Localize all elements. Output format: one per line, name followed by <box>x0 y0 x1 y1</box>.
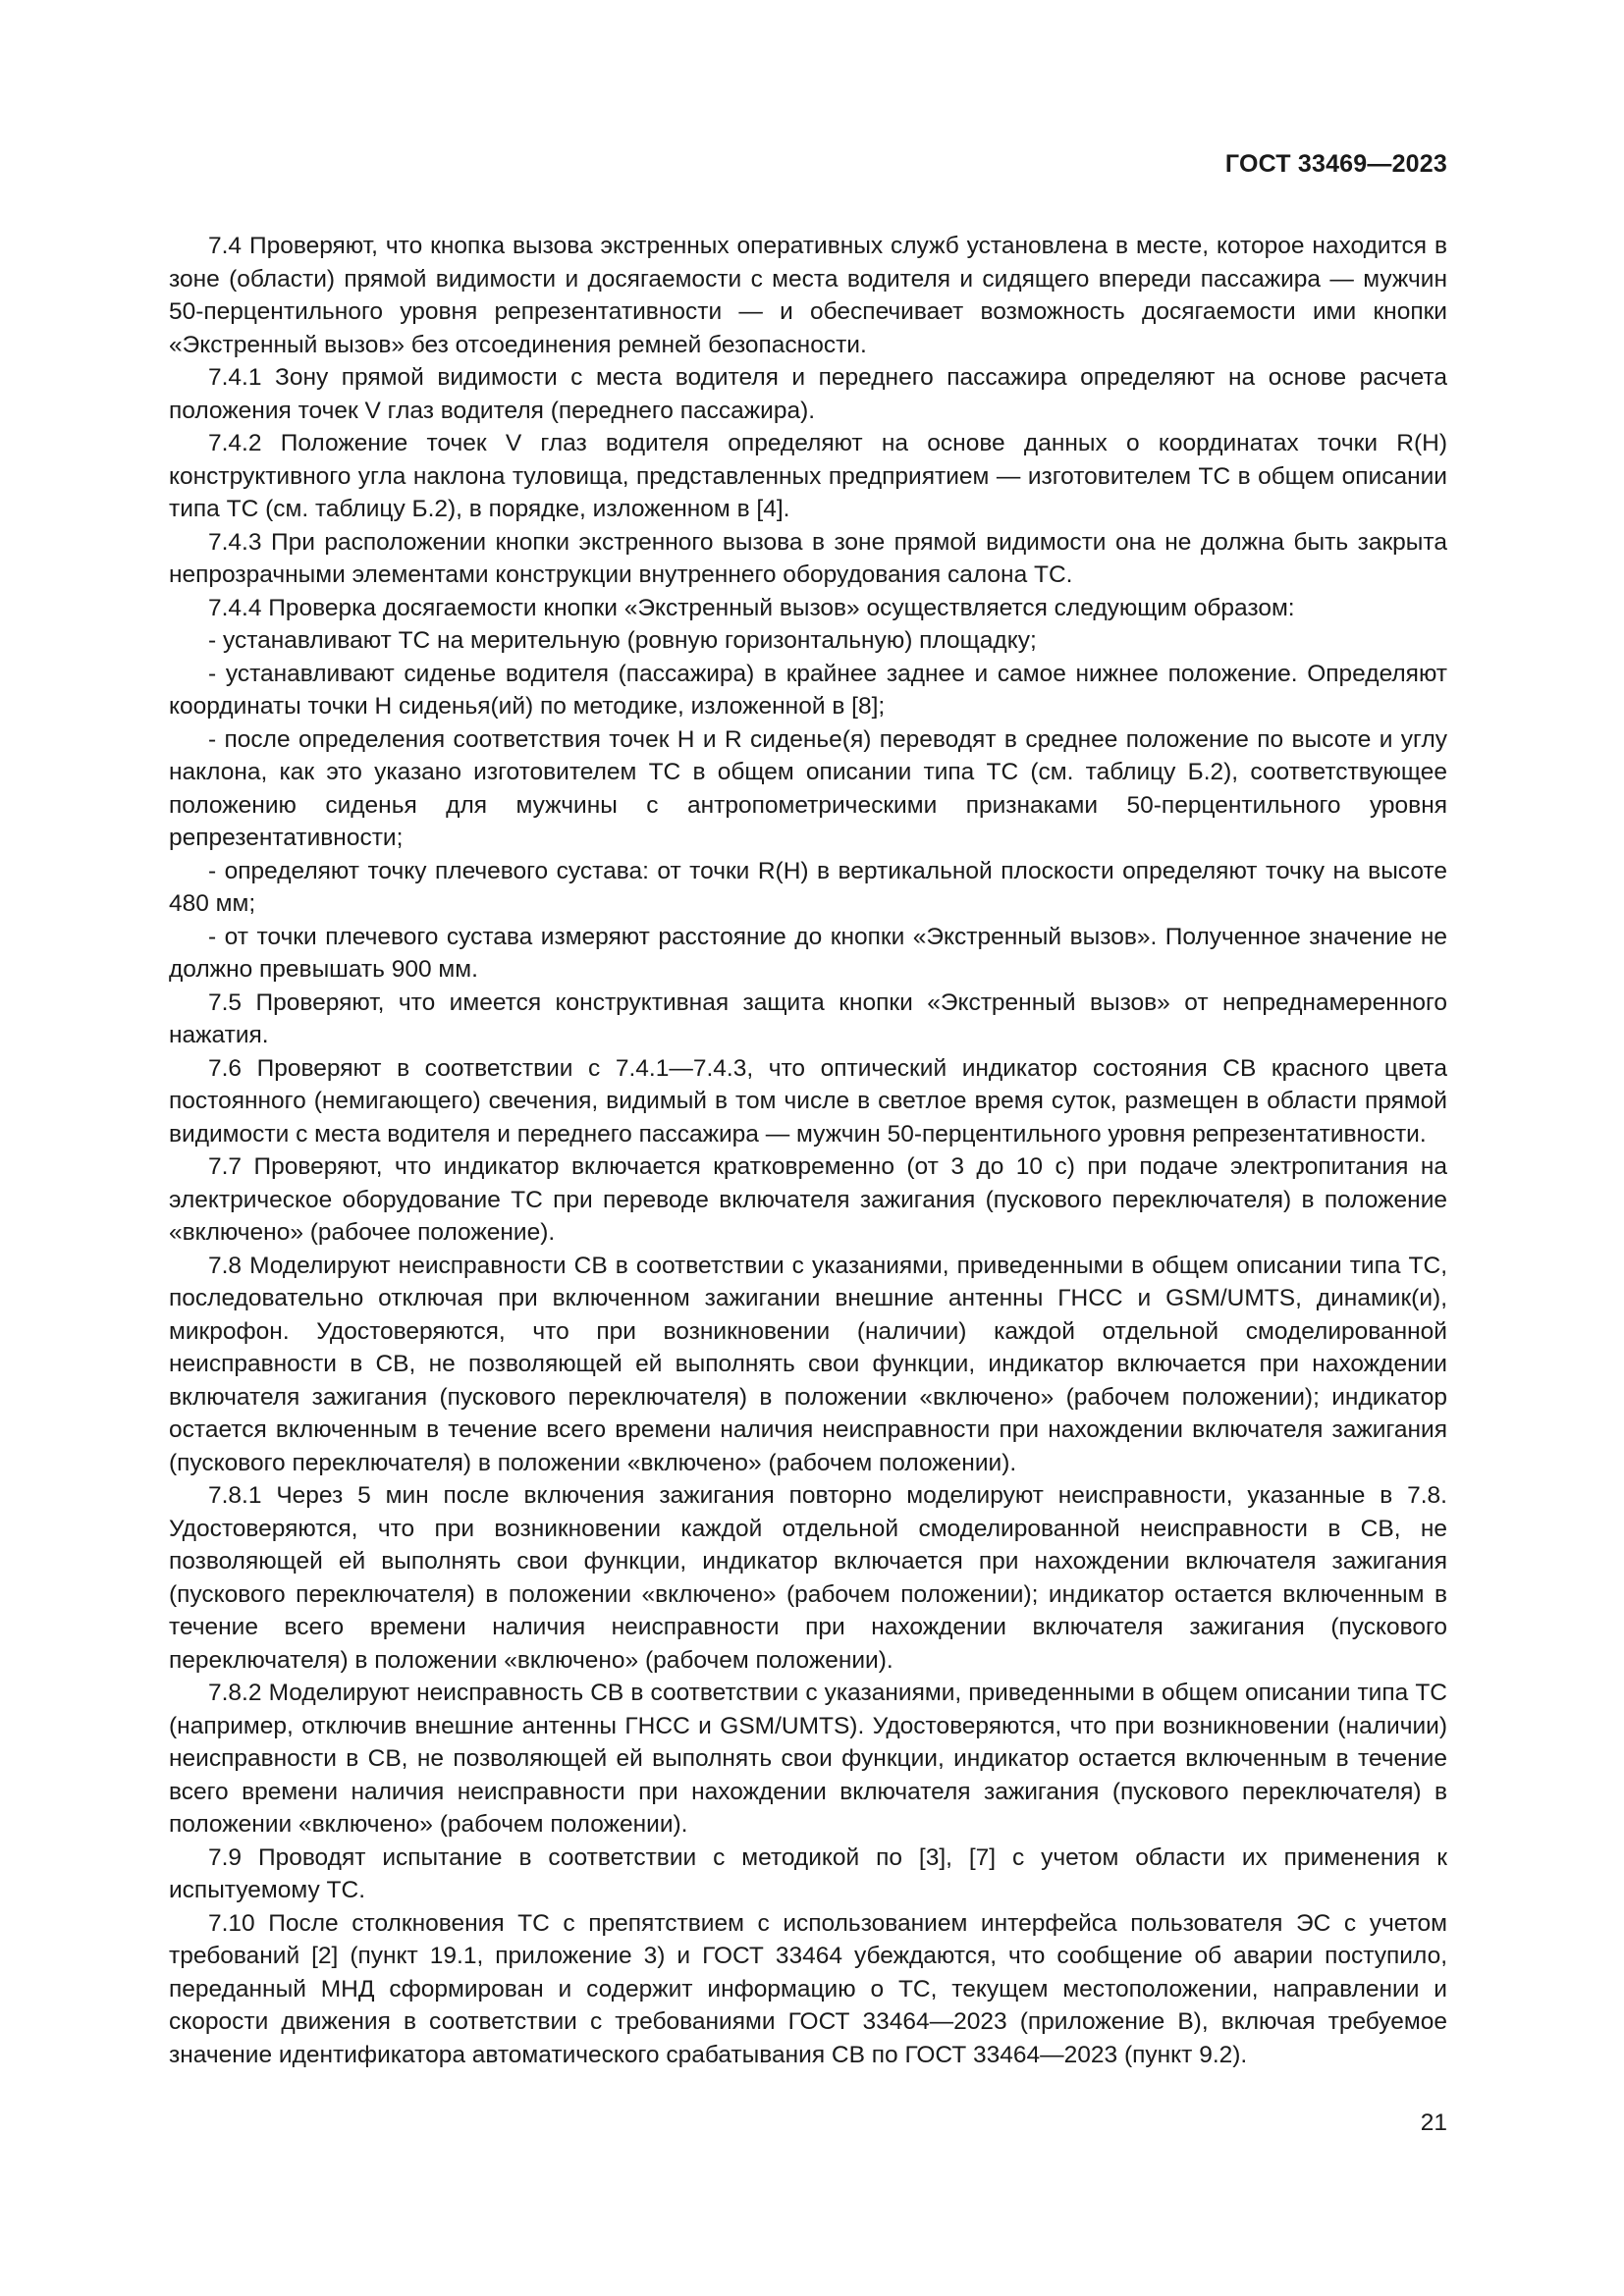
page-number: 21 <box>1420 2109 1447 2136</box>
document-body <box>169 230 1447 2071</box>
list-item-placement: - устанавливают ТС на мерительную (ровную горизонтальную) площадку; <box>208 627 1037 654</box>
paragraph-7-4: 7.4 Проверяют, что кнопка вызова экстренных оперативных служб установлена в месте, которое находится в зоне (области) прямой видимости и досягаемости с места водителя и сидящего впереди пассажира — мужчин 50-перцентильного уровня репрезентативности — и обеспечивает возможность досягаемости ими кнопки «Экстренный вызов» без отсоединения ремней безопасности. <box>169 233 1447 358</box>
paragraph-7-4-2: 7.4.2 Положение точек V глаз водителя определяют на основе данных о координатах точки R(H) конструктивного угла наклона туловища, представленных предприятием — изготовителем ТС в общем описании типа ТС (см. таблицу Б.2), в порядке, изложенном в [4]. <box>169 430 1447 522</box>
paragraph-7-8-2: 7.8.2 Моделируют неисправность СВ в соответствии с указаниями, приведенными в общем описании типа ТС (например, отключив внешние антенны ГНСС и GSM/UMTS). Удостоверяются, что при возникновении (наличии) неисправности в СВ, не позволяющей ей выполнять свои функции, индикатор остается включенным в течение всего времени наличия неисправности при нахождении включателя зажигания (пускового переключателя) в положении «включено» (рабочем положении). <box>169 1680 1447 1838</box>
paragraph-7-5: 7.5 Проверяют, что имеется конструктивная защита кнопки «Экстренный вызов» от непреднамеренного нажатия. <box>169 988 1447 1048</box>
paragraph-7-4-1: 7.4.1 Зону прямой видимости с места водителя и переднего пассажира определяют на основе расчета положения точек V глаз водителя (переднего пассажира). <box>169 364 1447 424</box>
paragraph-7-8: 7.8 Моделируют неисправности СВ в соответствии с указаниями, приведенными в общем описании типа ТС, последовательно отключая при включенном зажигании внешние антенны ГНСС и GSM/UMTS, динамик(и), микрофон. Удостоверяются, что при возникновении (наличии) каждой отдельной смоделированной неисправности в СВ, не позволяющей ей выполнять свои функции, индикатор включается при нахождении включателя зажигания (пускового переключателя) в положении «включено» (рабочем положении); индикатор остается включенным в течение всего времени наличия неисправности при нахождении включателя зажигания (пускового переключателя) в положении «включено» (рабочем положении). <box>169 1252 1447 1476</box>
standard-code-header: ГОСТ 33469—2023 <box>1224 150 1447 178</box>
list-item-seat-position: - устанавливают сиденье водителя (пассажира) в крайнее заднее и самое нижнее положение. Определяют координаты точки H сиденья(ий) по методике, изложенной в [8]; <box>169 660 1447 720</box>
list-item-seat-adjust: - после определения соответствия точек H и R сиденье(я) переводят в среднее положение по высоте и углу наклона, как это указано изготовителем ТС в общем описании типа ТС (см. таблицу Б.2), соответствующее положению сиденья для мужчины с антропометрическими признаками 50-перцентильного уровня репрезентативности; <box>169 725 1447 851</box>
list-item-shoulder-point: - определяют точку плечевого сустава: от точки R(H) в вертикальной плоскости определяют точку на высоте 480 мм; <box>169 857 1447 917</box>
paragraph-7-7: 7.7 Проверяют, что индикатор включается кратковременно (от 3 до 10 с) при подаче электропитания на электрическое оборудование ТС при переводе включателя зажигания (пускового переключателя) в положение «включено» (рабочее положение). <box>169 1153 1447 1246</box>
paragraph-7-4-3: 7.4.3 При расположении кнопки экстренного вызова в зоне прямой видимости она не должна быть закрыта непрозрачными элементами конструкции внутреннего оборудования салона ТС. <box>169 528 1447 588</box>
list-item-distance: - от точки плечевого сустава измеряют расстояние до кнопки «Экстренный вызов». Полученное значение не должно превышать 900 мм. <box>169 923 1447 983</box>
paragraph-7-9: 7.9 Проводят испытание в соответствии с методикой по [3], [7] с учетом области их применения к испытуемому ТС. <box>169 1843 1447 1903</box>
paragraph-7-8-1: 7.8.1 Через 5 мин после включения зажигания повторно моделируют неисправности, указанные в 7.8. Удостоверяются, что при возникновении каждой отдельной смоделированной неисправности в СВ, не позволяющей ей выполнять свои функции, индикатор включается при нахождении включателя зажигания (пускового переключателя) в положении «включено» (рабочем положении); индикатор остается включенным в течение всего времени наличия неисправности при нахождении включателя зажигания (пускового переключателя) в положении «включено» (рабочем положении). <box>169 1482 1447 1674</box>
paragraph-7-10: 7.10 После столкновения ТС с препятствием с использованием интерфейса пользователя ЭС с учетом требований [2] (пункт 19.1, приложение 3) и ГОСТ 33464 убеждаются, что сообщение об аварии поступило, переданный МНД сформирован и содержит информацию о ТС, текущем местоположении, направлении и скорости движения в соответствии с требованиями ГОСТ 33464—2023 (приложение В), включая требуемое значение идентификатора автоматического срабатывания СВ по ГОСТ 33464—2023 (пункт 9.2). <box>169 1909 1447 2068</box>
paragraph-7-6: 7.6 Проверяют в соответствии с 7.4.1—7.4.3, что оптический индикатор состояния СВ красного цвета постоянного (немигающего) свечения, видимый в том числе в светлое время суток, размещен в области прямой видимости с места водителя и переднего пассажира — мужчин 50-перцентильного уровня репрезентативности. <box>169 1054 1447 1148</box>
paragraph-7-4-4: 7.4.4 Проверка досягаемости кнопки «Экстренный вызов» осуществляется следующим образом: <box>208 594 1295 621</box>
